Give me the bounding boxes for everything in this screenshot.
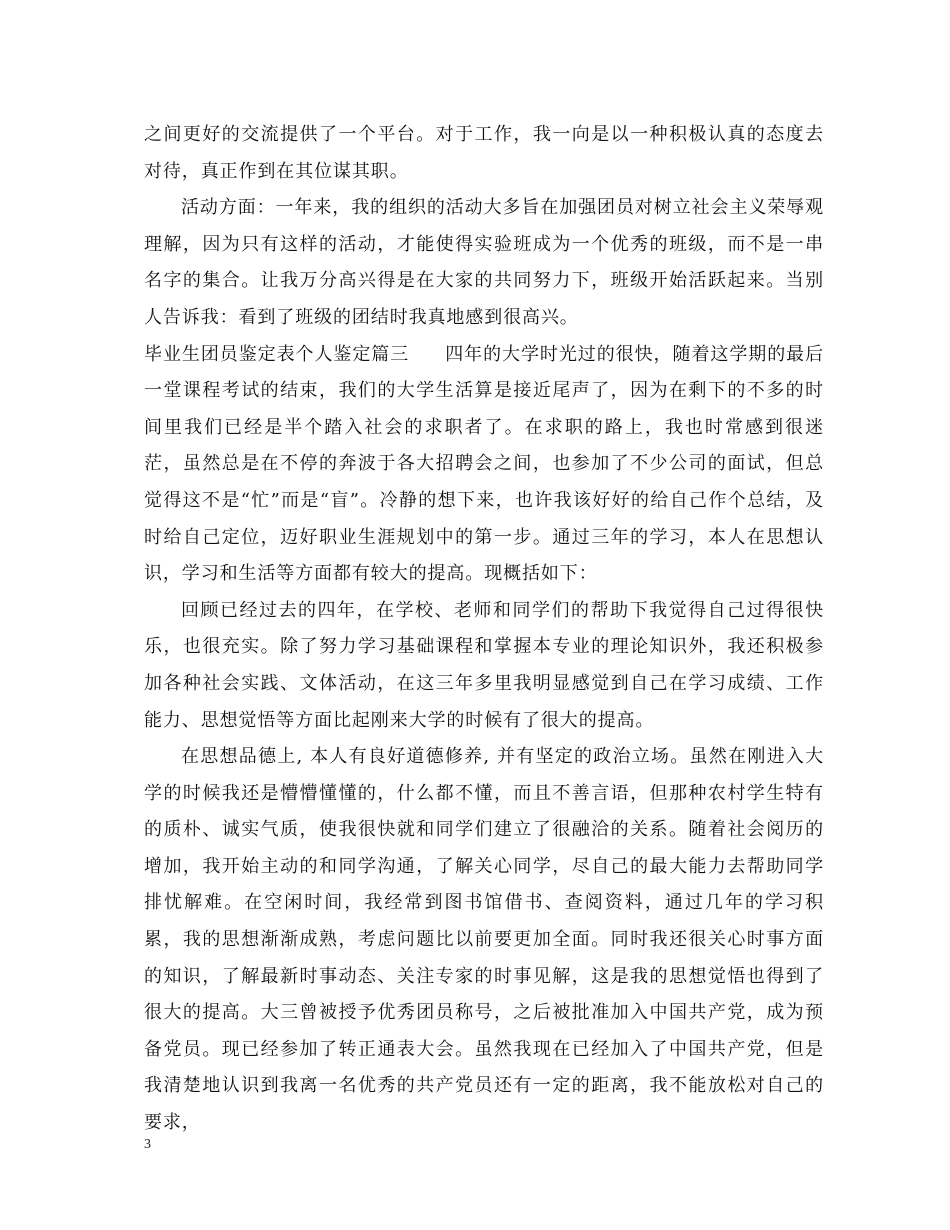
paragraph-1: 之间更好的交流提供了一个平台。对于工作，我一向是以一种积极认真的态度去对待，真正作到在其位谋其职。	[144, 124, 824, 182]
paragraph-2: 活动方面：一年来，我的组织的活动大多旨在加强团员对树立社会主义荣辱观理解，因为只有这样的活动，才能使得实验班成为一个优秀的班级，而不是一串名字的集合。让我万分高兴得是在大家的共同努力下，班级开始活跃起来。当别人告诉我：看到了班级的团结时我真地感到很高兴。	[144, 197, 824, 328]
document-body	[144, 117, 824, 1142]
page-number: 3	[144, 1137, 151, 1152]
paragraph-3	[144, 337, 824, 593]
paragraph-5: 在思想品德上, 本人有良好道德修养, 并有坚定的政治立场。虽然在刚进入大学的时候我还是懵懵懂懂的，什么都不懂，而且不善言语，但那种农村学生特有的质朴、诚实气质，使我很快就和同学们建立了很融洽的关系。随着社会阅历的增加，我开始主动的和同学沟通，了解关心同学，尽自己的最大能力去帮助同学排忧解难。在空闲时间，我经常到图书馆借书、查阅资料，通过几年的学习积累，我的思想渐渐成熟，考虑问题比以前要更加全面。同时我还很关心时事方面的知识，了解最新时事动态、关注专家的时事见解，这是我的思想觉悟也得到了很大的提高。大三曾被授予优秀团员称号，之后被批准加入中国共产党，成为预备党员。现已经参加了转正通表大会。虽然我现在已经加入了中国共产党，但是我清楚地认识到我离一名优秀的共产党员还有一定的距离，我不能放松对自己的要求，	[144, 746, 824, 1134]
paragraph-3-text: 四年的大学时光过的很快，随着这学期的最后一堂课程考试的结束，我们的大学生活算是接近尾声了，因为在剩下的不多的时间里我们已经是半个踏入社会的求职者了。在求职的路上，我也时常感到很迷茫，虽然总是在不停的奔波于各大招聘会之间，也参加了不少公司的面试，但总觉得这不是“忙”而是“盲”。冷静的想下来，也许我该好好的给自己作个总结，及时给自己定位，迈好职业生涯规划中的第一步。通过三年的学习，本人在思想认识，学习和生活等方面都有较大的提高。现概括如下：	[144, 343, 824, 585]
section-heading: 毕业生团员鉴定表个人鉴定篇三	[144, 343, 410, 365]
paragraph-4: 回顾已经过去的四年，在学校、老师和同学们的帮助下我觉得自己过得很快乐，也很充实。除了努力学习基础课程和掌握本专业的理论知识外，我还积极参加各种社会实践、文体活动，在这三年多里我明显感觉到自己在学习成绩、工作能力、思想觉悟等方面比起刚来大学的时候有了很大的提高。	[144, 599, 824, 731]
